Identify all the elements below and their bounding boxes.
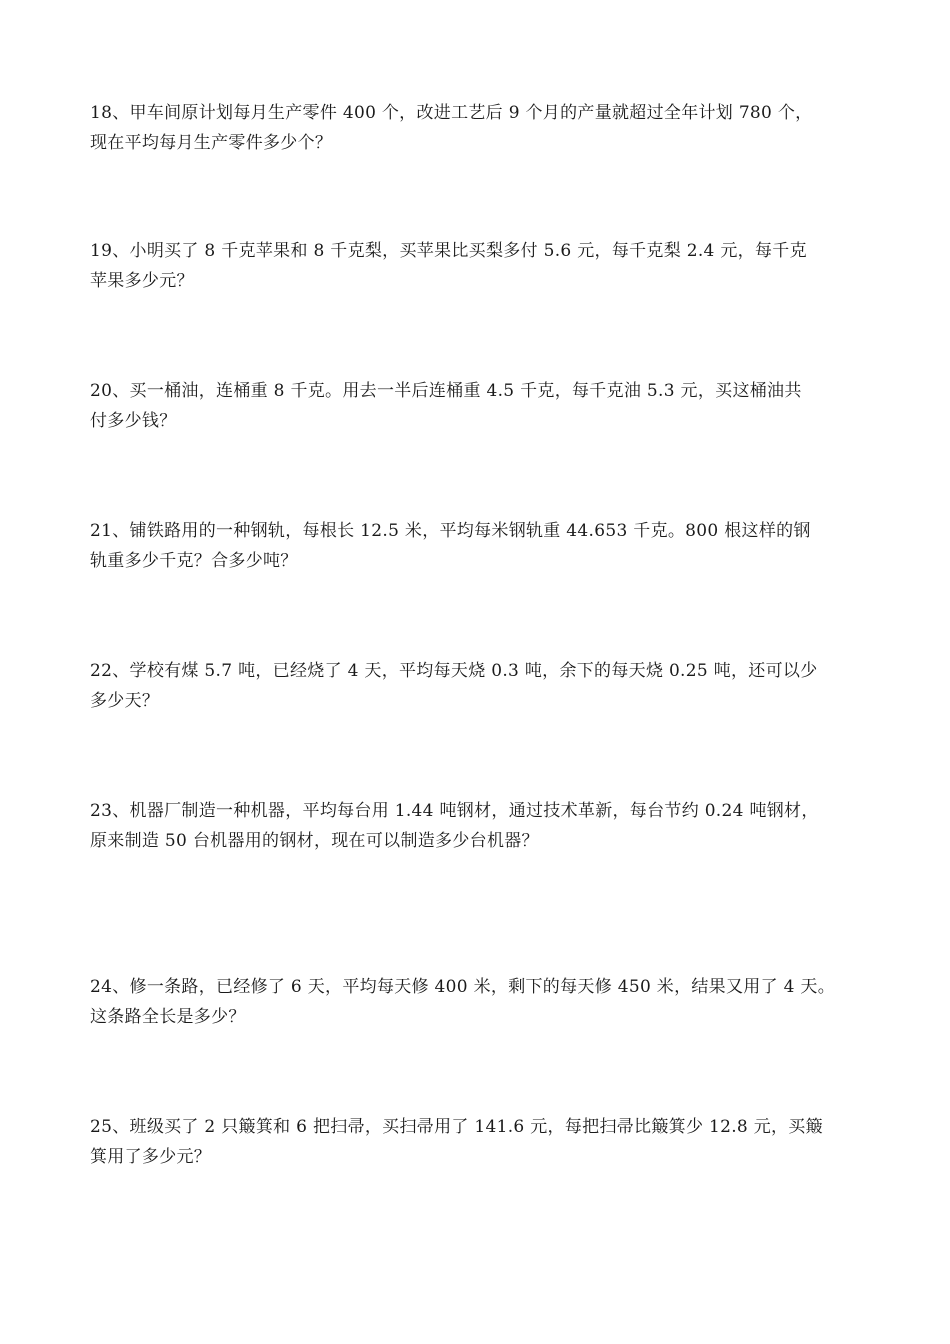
problem-line: 25、班级买了 2 只簸箕和 6 把扫帚，买扫帚用了 141.6 元，每把扫帚比簸箕少 12.8 元，买簸 [90,1117,823,1137]
problem-line: 付多少钱？ [90,411,177,431]
problem-line: 18、甲车间原计划每月生产零件 400 个，改进工艺后 9 个月的产量就超过全年计划 780 个， [90,103,813,123]
problem-line: 现在平均每月生产零件多少个？ [90,133,333,153]
problem-20 [90,376,870,436]
problem-25 [90,1112,870,1172]
problem-line: 苹果多少元？ [90,271,194,291]
problem-21 [90,516,870,576]
problem-line: 23、机器厂制造一种机器，平均每台用 1.44 吨钢材，通过技术革新，每台节约 0.24 吨钢材， [90,801,819,821]
problem-line: 24、修一条路，已经修了 6 天，平均每天修 400 米，剩下的每天修 450 米，结果又用了 4 天。 [90,977,835,997]
problem-19 [90,236,870,296]
problem-line: 19、小明买了 8 千克苹果和 8 千克梨，买苹果比买梨多付 5.6 元，每千克梨 2.4 元，每千克 [90,241,807,261]
problem-line: 箕用了多少元？ [90,1147,212,1167]
problem-line: 轨重多少千克？合多少吨？ [90,551,298,571]
problem-line: 原来制造 50 台机器用的钢材，现在可以制造多少台机器？ [90,831,539,851]
problem-line: 20、买一桶油，连桶重 8 千克。用去一半后连桶重 4.5 千克，每千克油 5.3 元，买这桶油共 [90,381,802,401]
problem-23 [90,796,870,856]
problem-18 [90,98,870,158]
problem-line: 多少天？ [90,691,160,711]
problem-line: 22、学校有煤 5.7 吨，已经烧了 4 天，平均每天烧 0.3 吨，余下的每天烧 0.25 吨，还可以少 [90,661,818,681]
problem-22 [90,656,870,716]
problem-line: 21、铺铁路用的一种钢轨，每根长 12.5 米，平均每米钢轨重 44.653 千克。800 根这样的钢 [90,521,811,541]
problem-24 [90,972,870,1032]
problem-line: 这条路全长是多少？ [90,1007,246,1027]
